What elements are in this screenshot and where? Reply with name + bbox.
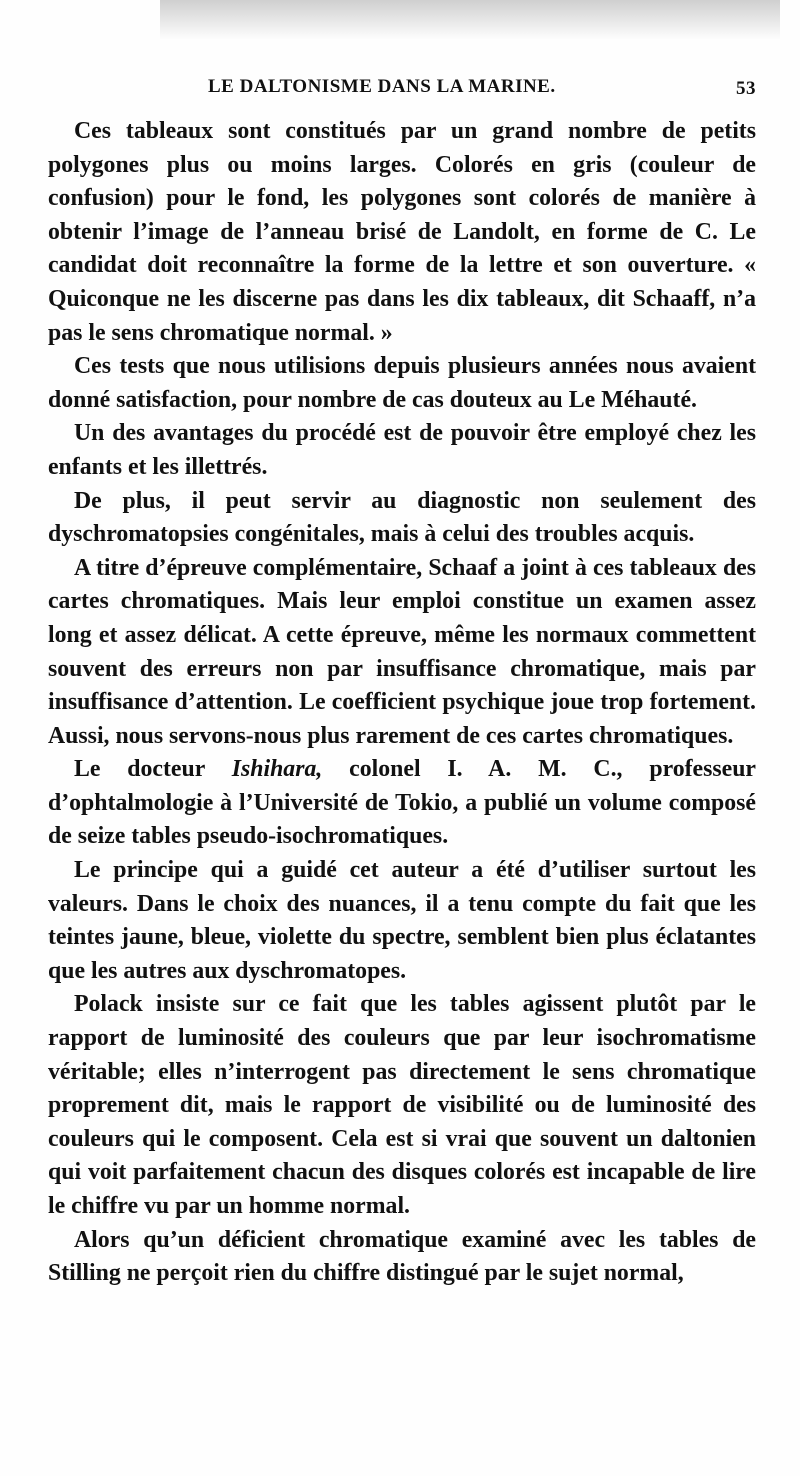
body-text (48, 115, 756, 1291)
paragraph-ishihara (48, 753, 756, 854)
paragraph-text: Le docteur (74, 756, 232, 783)
paragraph: Alors qu’un déficient chromatique examiné avec les tables de Stilling ne perçoit rien du chiffre distingué par le sujet normal, (48, 1226, 756, 1287)
paragraph: Ces tableaux sont constitués par un grand nombre de petits polygones plus ou moins larges. Colorés en gris (couleur de confusion) pour le fond, les polygones sont colorés de manière à obtenir l’image de l’anneau brisé de Landolt, en forme de C. Le candidat doit reconnaître la forme de la lettre et son ouverture. « Quiconque ne les discerne pas dans les dix tableaux, dit Schaaff, n’a pas le sens chromatique normal. » (48, 118, 756, 346)
paragraph: A titre d’épreuve complémentaire, Schaaf a joint à ces tableaux des cartes chromatiques. Mais leur emploi constitue un examen assez long et assez délicat. A cette épreuve, même les normaux commettent souvent des erreurs non par insuffisance chromatique, mais par insuffisance d’attention. Le coefficient psychique joue trop fortement. Aussi, nous servons-nous plus rarement de ces cartes chromatiques. (48, 554, 756, 749)
paragraph: Ces tests que nous utilisions depuis plusieurs années nous avaient donné satisfaction, pour nombre de cas douteux au Le Méhauté. (48, 353, 756, 413)
running-title: LE DALTONISME DANS LA MARINE. (208, 76, 556, 97)
page-header (48, 76, 756, 104)
scan-smudge (160, 0, 780, 40)
author-name-italic: Ishihara, (231, 756, 323, 783)
paragraph: Un des avantages du procédé est de pouvoir être employé chez les enfants et les illettrés. (48, 420, 756, 480)
page-number: 53 (736, 78, 756, 99)
paragraph: De plus, il peut servir au diagnostic non seulement des dyschromatopsies congénitales, mais à celui des troubles acquis. (48, 487, 756, 548)
paragraph: Le principe qui a guidé cet auteur a été d’utiliser surtout les valeurs. Dans le choix des nuances, il a tenu compte du fait que les teintes jaune, bleue, violette du spectre, semblent bien plus éclatantes que les autres aux dyschromatopes. (48, 857, 756, 984)
paragraph: Polack insiste sur ce fait que les tables agissent plutôt par le rapport de luminosité des couleurs que par leur isochromatisme véritable; elles n’interrogent pas directement le sens chromatique proprement dit, mais le rapport de visibilité ou de luminosité des couleurs qui le composent. Cela est si vrai que souvent un daltonien qui voit parfaitement chacun des disques colorés est incapable de lire le chiffre vu par un homme normal. (48, 991, 756, 1219)
paragraph-text: colonel I. A. M. C., professeur d’ophtalmologie à l’Université de Tokio, a publié un volume composé de seize tables pseudo-isochromatiques. (48, 756, 756, 850)
